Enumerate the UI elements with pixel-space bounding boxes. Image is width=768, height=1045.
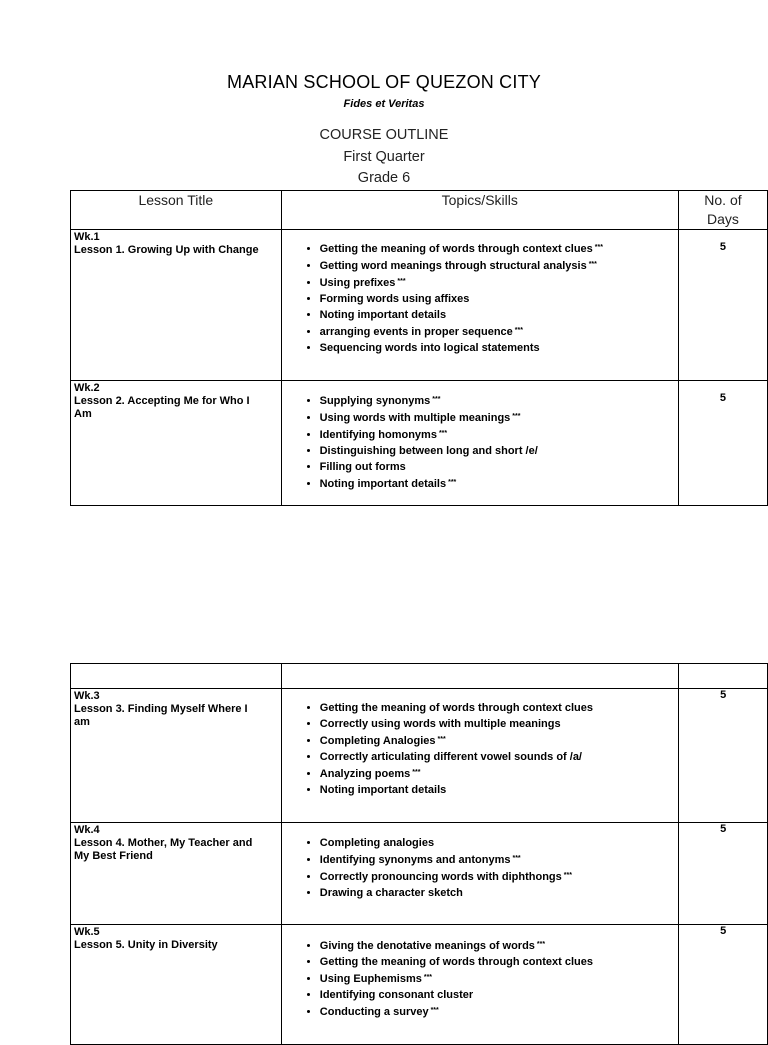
days-cell xyxy=(679,689,768,823)
topics-cell xyxy=(281,925,679,1045)
week-label: Wk.2 xyxy=(74,382,100,394)
lesson-title: Lesson 3. Finding Myself Where I am xyxy=(74,703,248,728)
topic-item xyxy=(320,954,679,970)
lesson-cell xyxy=(71,689,282,823)
lesson-title: Lesson 1. Growing Up with Change xyxy=(74,244,259,256)
emphasis-marker: *** xyxy=(512,413,521,420)
topics-cell xyxy=(281,230,678,381)
topic-item xyxy=(320,1003,679,1020)
topic-item xyxy=(320,885,679,901)
topic-list xyxy=(282,925,679,1020)
table-row xyxy=(71,381,768,506)
lesson-title: Lesson 5. Unity in Diversity xyxy=(74,939,218,951)
week-label: Wk.5 xyxy=(74,926,100,938)
school-name: MARIAN SCHOOL OF QUEZON CITY xyxy=(227,72,541,92)
number-of-days-header xyxy=(678,191,767,230)
emphasis-marker: *** xyxy=(588,261,597,268)
quarter-label: First Quarter xyxy=(343,149,425,165)
topic-item xyxy=(320,937,679,954)
days-cell xyxy=(678,230,767,381)
days-value: 5 xyxy=(720,823,727,835)
topic-text: Correctly articulating different vowel sounds of /a/ xyxy=(319,751,582,763)
document-title: COURSE OUTLINE xyxy=(319,127,449,143)
empty-cell xyxy=(679,664,768,689)
topic-text: Identifying consonant cluster xyxy=(319,989,474,1001)
topic-text: Distinguishing between long and short /e/ xyxy=(319,445,538,457)
emphasis-marker: *** xyxy=(437,736,446,743)
emphasis-marker: *** xyxy=(397,278,406,285)
topic-text: Getting word meanings through structural analysis xyxy=(319,260,587,272)
topic-text: Completing analogies xyxy=(319,837,435,849)
topic-item xyxy=(320,257,678,274)
topics-cell xyxy=(281,381,678,506)
topic-text: Using prefixes xyxy=(319,277,396,289)
course-outline-table-2 xyxy=(70,663,768,1045)
topic-item xyxy=(320,475,678,492)
empty-header-row xyxy=(71,664,768,689)
topic-text: Noting important details xyxy=(319,309,447,321)
empty-cell xyxy=(71,664,282,689)
days-cell xyxy=(678,381,767,506)
table-row xyxy=(71,823,768,925)
table-header-row xyxy=(71,191,768,230)
topics-cell xyxy=(281,823,679,925)
emphasis-marker: *** xyxy=(432,396,441,403)
topic-text: Supplying synonyms xyxy=(319,395,431,407)
lesson-cell xyxy=(71,925,282,1045)
week-label: Wk.1 xyxy=(74,231,100,243)
topic-item xyxy=(320,291,678,307)
table-row xyxy=(71,230,768,381)
topic-item xyxy=(320,732,679,749)
topic-item xyxy=(320,970,679,987)
topic-item xyxy=(320,835,679,851)
topic-text: Getting the meaning of words through context clues xyxy=(319,702,593,714)
lesson-title-line2: My Best Friend xyxy=(74,850,153,862)
topic-text: Identifying homonyms xyxy=(319,429,437,441)
lesson-cell xyxy=(71,381,282,506)
topic-item xyxy=(320,749,679,765)
lesson-cell xyxy=(71,823,282,925)
topic-text: Using Euphemisms xyxy=(319,973,422,985)
emphasis-marker: *** xyxy=(563,872,572,879)
topic-item xyxy=(320,459,678,475)
course-outline-table-1 xyxy=(70,190,768,506)
topic-text: Giving the denotative meanings of words xyxy=(319,940,535,952)
lesson-title: Lesson 4. Mother, My Teacher and xyxy=(74,837,253,849)
days-header-line1: No. of xyxy=(704,192,742,208)
topic-text: Correctly pronouncing words with diphthongs xyxy=(319,871,562,883)
week-label: Wk.3 xyxy=(74,690,100,702)
topic-item xyxy=(320,392,678,409)
school-motto: Fides et Veritas xyxy=(343,98,425,110)
topic-item xyxy=(320,782,679,798)
days-value: 5 xyxy=(720,925,727,937)
grade-label: Grade 6 xyxy=(357,170,411,186)
topic-text: Noting important details xyxy=(319,784,447,796)
topic-text: arranging events in proper sequence xyxy=(319,326,513,338)
topic-item xyxy=(320,340,678,356)
table-row xyxy=(71,689,768,823)
topic-item xyxy=(320,765,679,782)
topic-item xyxy=(320,240,678,257)
lesson-title: Lesson 2. Accepting Me for Who I Am xyxy=(74,395,250,420)
topic-item xyxy=(320,716,679,732)
emphasis-marker: *** xyxy=(438,430,448,437)
topic-text: Forming words using affixes xyxy=(319,293,470,305)
emphasis-marker: *** xyxy=(448,479,457,486)
topic-item xyxy=(320,987,679,1003)
lesson-cell xyxy=(71,230,282,381)
topic-text: Analyzing poems xyxy=(319,768,411,780)
topic-item xyxy=(320,851,679,868)
topic-item xyxy=(320,868,679,885)
days-value: 5 xyxy=(719,392,727,404)
topic-text: Drawing a character sketch xyxy=(319,887,463,899)
topics-skills-header: Topics/Skills xyxy=(281,191,678,230)
days-cell xyxy=(679,925,768,1045)
days-header-line2: Days xyxy=(707,211,739,227)
days-value: 5 xyxy=(719,241,727,253)
topic-item xyxy=(320,409,678,426)
topic-item xyxy=(320,307,678,323)
topic-list xyxy=(282,381,678,492)
week-label: Wk.4 xyxy=(74,824,100,836)
topic-text: Conducting a survey xyxy=(319,1006,429,1018)
topic-text: Using words with multiple meanings xyxy=(319,412,511,424)
topic-item xyxy=(320,274,678,291)
emphasis-marker: *** xyxy=(514,327,523,334)
topic-text: Completing Analogies xyxy=(319,735,436,747)
emphasis-marker: *** xyxy=(423,974,433,981)
topic-text: Filling out forms xyxy=(319,461,406,473)
topic-text: Identifying synonyms and antonyms xyxy=(319,854,511,866)
topics-cell xyxy=(281,689,679,823)
empty-cell xyxy=(281,664,679,689)
days-value: 5 xyxy=(720,689,727,701)
topic-item xyxy=(320,700,679,716)
emphasis-marker: *** xyxy=(512,855,521,862)
topic-list xyxy=(282,689,679,798)
topic-item xyxy=(320,426,678,443)
emphasis-marker: *** xyxy=(594,244,603,251)
topic-list xyxy=(282,230,678,356)
topic-text: Sequencing words into logical statements xyxy=(319,342,540,354)
topic-text: Noting important details xyxy=(319,478,447,490)
topic-list xyxy=(282,823,679,901)
emphasis-marker: *** xyxy=(536,941,546,948)
emphasis-marker: *** xyxy=(412,769,421,776)
emphasis-marker: *** xyxy=(430,1007,439,1014)
topic-text: Correctly using words with multiple meanings xyxy=(319,718,561,730)
topic-item xyxy=(320,443,678,459)
topic-text: Getting the meaning of words through context clues xyxy=(319,956,593,968)
lesson-title-header: Lesson Title xyxy=(71,191,282,230)
topic-item xyxy=(320,323,678,340)
table-row xyxy=(71,925,768,1045)
days-cell xyxy=(679,823,768,925)
topic-text: Getting the meaning of words through context clues xyxy=(319,243,593,255)
